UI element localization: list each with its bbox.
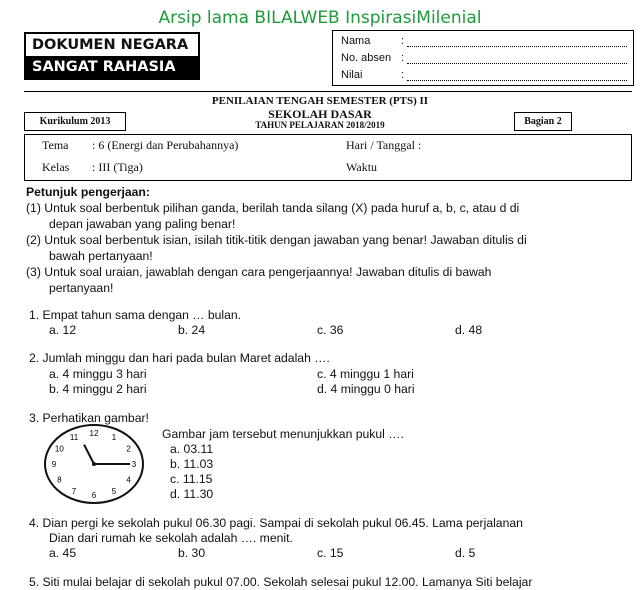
clock-image [42, 422, 146, 506]
curriculum-badge: Kurikulum 2013 [24, 112, 126, 131]
name-label: Nama [341, 35, 371, 47]
name-field[interactable] [407, 36, 627, 47]
header-divider [24, 91, 632, 92]
q1-option-b[interactable]: b. 24 [178, 323, 206, 337]
student-identity-box [332, 30, 634, 86]
clock-numeral: 10 [54, 444, 64, 454]
score-field[interactable] [407, 70, 627, 81]
school-level: SEKOLAH DASAR [268, 107, 372, 121]
stamp-line-1: DOKUMEN NEGARA [32, 37, 189, 53]
q3-option-c[interactable]: c. 11.15 [170, 472, 213, 486]
instruction-3: (3) Untuk soal uraian, jawablah dengan cara pengerjaannya! Jawaban ditulis di bawah [26, 265, 492, 279]
instruction-2-cont: bawah pertanyaan! [49, 249, 153, 263]
question-3-stem: 3. Perhatikan gambar! [29, 411, 149, 425]
stamp-line-2: SANGAT RAHASIA [26, 56, 198, 78]
question-4-stem-cont: Dian dari rumah ke sekolah adalah …. menit. [49, 531, 293, 545]
clock-numeral: 11 [69, 433, 79, 443]
q1-option-d[interactable]: d. 48 [455, 323, 483, 337]
clock-numeral: 2 [126, 444, 131, 454]
q4-option-a[interactable]: a. 45 [49, 546, 77, 560]
q1-option-c[interactable]: c. 36 [317, 323, 344, 337]
q2-option-a[interactable]: a. 4 minggu 3 hari [49, 367, 147, 381]
time-label: Waktu [346, 160, 378, 174]
absen-colon: : [401, 52, 405, 64]
name-colon: : [401, 35, 405, 47]
clock-numeral: 7 [71, 486, 77, 496]
meta-top-line [24, 134, 632, 135]
clock-numeral: 8 [57, 475, 62, 485]
date-label: Hari / Tanggal : [346, 138, 422, 152]
clock-numeral: 4 [126, 475, 131, 485]
score-colon: : [401, 69, 405, 81]
classification-stamp [24, 32, 200, 80]
kelas-label: Kelas [42, 160, 70, 174]
meta-left-border [24, 134, 25, 180]
instruction-3-cont: pertanyaan! [49, 281, 114, 295]
q2-option-d[interactable]: d. 4 minggu 0 hari [317, 382, 415, 396]
watermark-text: Arsip lama BILALWEB InspirasiMilenial [158, 8, 482, 28]
question-4-stem: 4. Dian pergi ke sekolah pukul 06.30 pagi. Sampai di sekolah pukul 06.45. Lama perjalanan [29, 516, 523, 530]
hour-hand [84, 445, 94, 464]
q2-option-b[interactable]: b. 4 minggu 2 hari [49, 382, 147, 396]
absen-field[interactable] [407, 53, 627, 64]
q1-option-a[interactable]: a. 12 [49, 323, 77, 337]
section-badge: Bagian 2 [514, 112, 572, 131]
tema-value: : 6 (Energi dan Perubahannya) [92, 138, 239, 152]
clock-numeral: 12 [89, 429, 99, 438]
clock-numeral: 1 [111, 433, 117, 443]
clock-center [92, 462, 96, 466]
q2-option-c[interactable]: c. 4 minggu 1 hari [317, 367, 414, 381]
question-5-stem: 5. Siti mulai belajar di sekolah pukul 07.00. Sekolah selesai pukul 12.00. Lamanya Siti belajar [29, 575, 533, 589]
score-row [341, 67, 627, 83]
clock-numeral: 9 [51, 460, 57, 469]
absen-row [341, 50, 627, 66]
meta-bottom-line [24, 180, 632, 181]
instruction-1: (1) Untuk soal berbentuk pilihan ganda, berilah tanda silang (X) pada huruf a, b, c, atau d di [26, 201, 520, 215]
q3-option-d[interactable]: d. 11.30 [170, 487, 214, 501]
instruction-1-cont: depan jawaban yang paling benar! [49, 217, 236, 231]
q3-option-b[interactable]: b. 11.03 [170, 457, 214, 471]
instruction-2: (2) Untuk soal berbentuk isian, isilah titik-titik dengan jawaban yang benar! Jawaban ditulis di [26, 233, 527, 247]
q3-question: Gambar jam tersebut menunjukkan pukul …. [162, 427, 404, 441]
instructions-heading: Petunjuk pengerjaan: [26, 185, 150, 199]
question-2-stem: 2. Jumlah minggu dan hari pada bulan Maret adalah …. [29, 351, 330, 365]
q4-option-c[interactable]: c. 15 [317, 546, 344, 560]
tema-label: Tema [42, 138, 69, 152]
q3-option-a[interactable]: a. 03.11 [170, 442, 214, 456]
clock-numeral: 5 [111, 486, 117, 496]
absen-label: No. absen [341, 52, 392, 64]
clock-numeral: 6 [91, 491, 97, 500]
kelas-value: : III (Tiga) [92, 160, 143, 174]
name-row [341, 33, 627, 49]
question-1-stem: 1. Empat tahun sama dengan … bulan. [29, 308, 242, 322]
q4-option-b[interactable]: b. 30 [178, 546, 206, 560]
score-label: Nilai [341, 69, 363, 81]
clock-numeral: 3 [131, 460, 137, 469]
exam-title: PENILAIAN TENGAH SEMESTER (PTS) II [211, 95, 429, 107]
meta-right-border [631, 134, 632, 180]
q4-option-d[interactable]: d. 5 [455, 546, 476, 560]
academic-year: TAHUN PELAJARAN 2018/2019 [255, 120, 385, 130]
